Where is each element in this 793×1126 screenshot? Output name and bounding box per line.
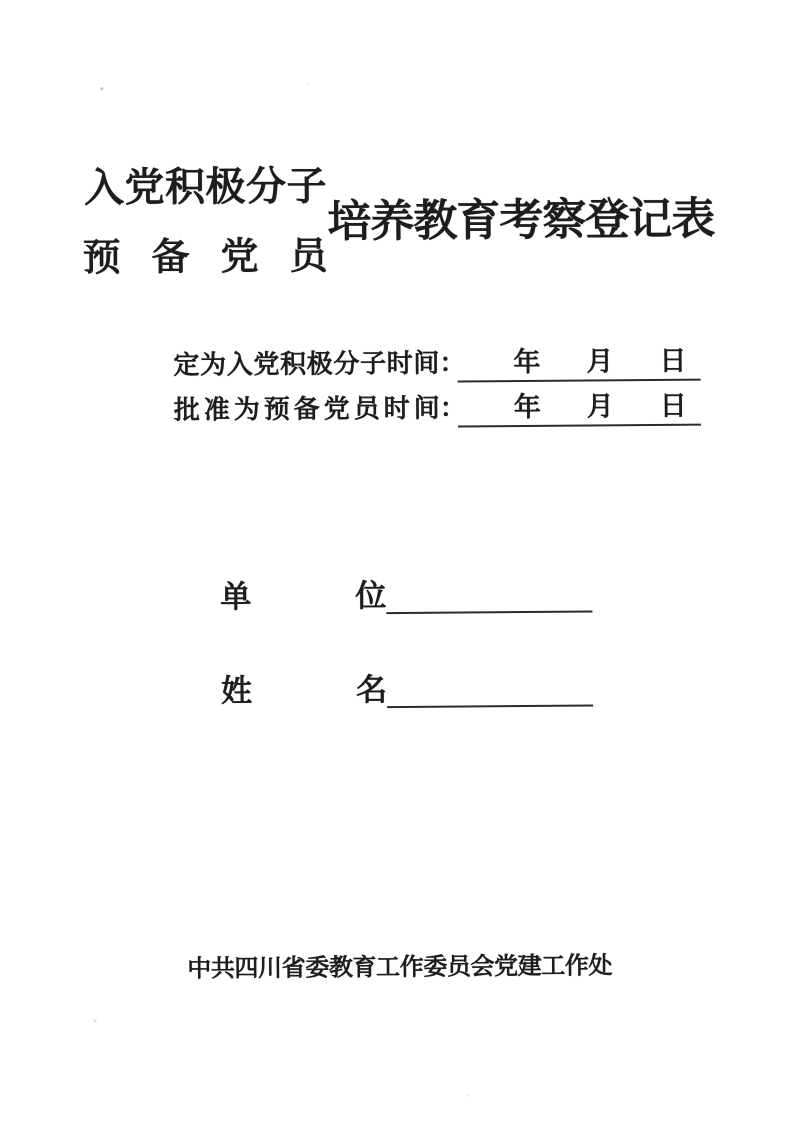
char: 定	[173, 350, 200, 380]
activist-date-row	[173, 345, 700, 385]
title-line-probationary-member	[82, 235, 328, 280]
scan-speck	[94, 1019, 97, 1022]
title-line-activist: 入党积极分子	[83, 163, 328, 211]
probationary-date-colon: ：	[439, 393, 466, 423]
char: 党	[220, 236, 259, 279]
char: 员	[289, 235, 328, 278]
char: 入	[226, 350, 253, 380]
char: 为	[233, 395, 260, 425]
probationary-date-row	[173, 390, 701, 430]
char: 为	[199, 350, 227, 380]
unit-label	[220, 580, 386, 615]
char: 子	[359, 349, 387, 379]
char: 党	[323, 394, 350, 424]
activist-date-blank-line	[457, 345, 700, 383]
char: 间	[413, 393, 440, 423]
year-label: 年	[513, 391, 541, 423]
char: 间	[413, 348, 440, 378]
year-label: 年	[513, 346, 541, 378]
char: 时	[383, 393, 410, 424]
char: 备	[151, 236, 190, 279]
char: 批	[173, 395, 200, 425]
char: 姓	[220, 673, 253, 709]
char: 单	[220, 579, 252, 615]
scan-speck	[467, 1094, 469, 1096]
char: 积	[279, 349, 307, 379]
unit-field-row	[220, 578, 592, 615]
char: 预	[263, 394, 290, 425]
issuing-organization: 中共四川省委教育工作委员会党建工作处	[187, 953, 613, 983]
probationary-date-label	[173, 393, 440, 430]
char: 准	[203, 395, 230, 425]
day-label: 日	[659, 345, 687, 376]
month-label: 月	[586, 346, 614, 377]
char: 时	[386, 348, 413, 379]
char: 员	[353, 394, 380, 424]
title-main: 培养教育考察登记表	[327, 194, 715, 247]
scan-speck	[100, 87, 103, 90]
day-label: 日	[659, 390, 687, 421]
char: 位	[355, 578, 387, 614]
char: 分	[333, 349, 360, 379]
probationary-date-blank-line	[458, 390, 701, 428]
name-field-row	[221, 672, 593, 709]
scan-speck	[307, 83, 309, 85]
name-label	[221, 674, 387, 709]
char: 党	[253, 349, 280, 380]
char: 备	[293, 394, 320, 424]
form-title-block	[0, 0, 789, 280]
activist-date-label	[173, 348, 440, 385]
name-blank-line	[387, 673, 593, 708]
char: 预	[82, 237, 121, 280]
char: 极	[306, 349, 333, 379]
char: 名	[355, 672, 388, 708]
activist-date-colon: ：	[439, 348, 466, 378]
month-label: 月	[586, 391, 614, 422]
unit-blank-line	[386, 579, 592, 614]
